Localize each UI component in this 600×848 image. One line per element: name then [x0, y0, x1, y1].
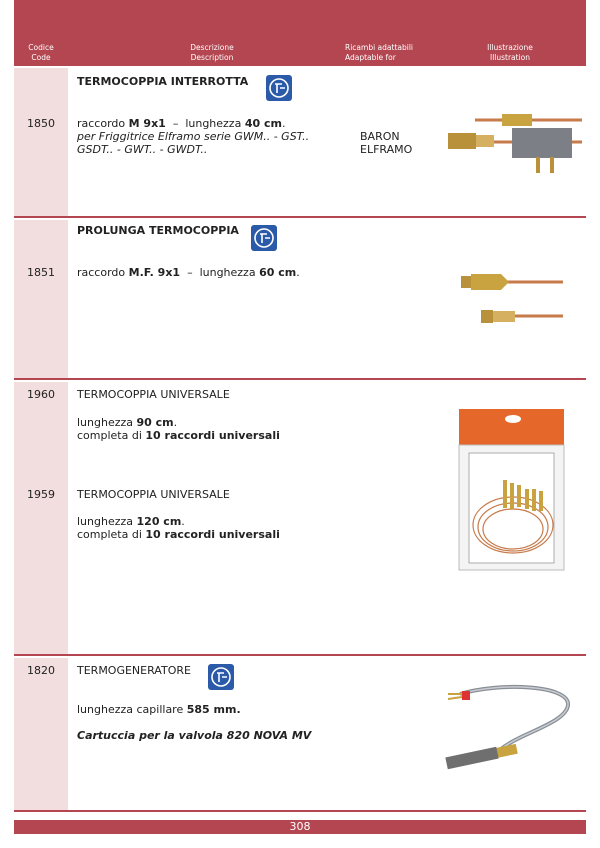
header-description: Descrizione Description — [190, 43, 234, 62]
item-description: lunghezza 90 cm. completa di 10 raccordi universali — [77, 416, 280, 442]
thermogenerator-image — [440, 680, 580, 775]
brand-logo-icon — [208, 664, 234, 690]
row-divider — [14, 654, 586, 656]
item-description: raccordo M 9x1 – lunghezza 40 cm. per Friggitrice Elframo serie GWM.. - GST.. GSDT.. - GWT.. - GWDT.. — [77, 117, 310, 156]
row-divider — [14, 216, 586, 218]
item-title: PROLUNGA TERMOCOPPIA — [77, 224, 239, 237]
item-code: 1851 — [27, 266, 55, 279]
item-code: 1820 — [27, 664, 55, 677]
item-description: lunghezza capillare 585 mm. — [77, 703, 241, 716]
header-code: Codice Code — [28, 43, 54, 62]
item-code: 1960 — [27, 388, 55, 401]
row-code-cell — [14, 68, 68, 216]
row-divider — [14, 378, 586, 380]
header-illustration: Illustrazione Illustration — [487, 43, 533, 62]
item-title: TERMOCOPPIA UNIVERSALE — [77, 388, 230, 401]
adaptable-for: BARON ELFRAMO — [360, 130, 413, 156]
item-description: lunghezza 120 cm. completa di 10 raccordi universali — [77, 515, 280, 541]
row-code-cell — [14, 382, 68, 654]
item-note: Cartuccia per la valvola 820 NOVA MV — [77, 729, 312, 742]
header-adaptable: Ricambi adattabili Adaptable for — [345, 43, 413, 62]
extension-thermocouple-image — [455, 268, 565, 333]
row-code-cell — [14, 220, 68, 378]
brand-logo-icon — [266, 75, 292, 101]
brand-logo-icon — [251, 225, 277, 251]
item-description: raccordo M.F. 9x1 – lunghezza 60 cm. — [77, 266, 300, 279]
row-code-cell — [14, 658, 68, 810]
universal-thermocouple-kit-image — [455, 405, 570, 575]
page-footer — [14, 820, 586, 834]
thermocouple-interrupted-image — [440, 95, 585, 180]
item-title: TERMOCOPPIA UNIVERSALE — [77, 488, 230, 501]
item-title: TERMOCOPPIA INTERROTTA — [77, 75, 249, 88]
item-title: TERMOGENERATORE — [77, 664, 191, 677]
item-code: 1850 — [27, 117, 55, 130]
item-code: 1959 — [27, 488, 55, 501]
page-number: 308 — [289, 820, 311, 833]
row-divider — [14, 810, 586, 812]
